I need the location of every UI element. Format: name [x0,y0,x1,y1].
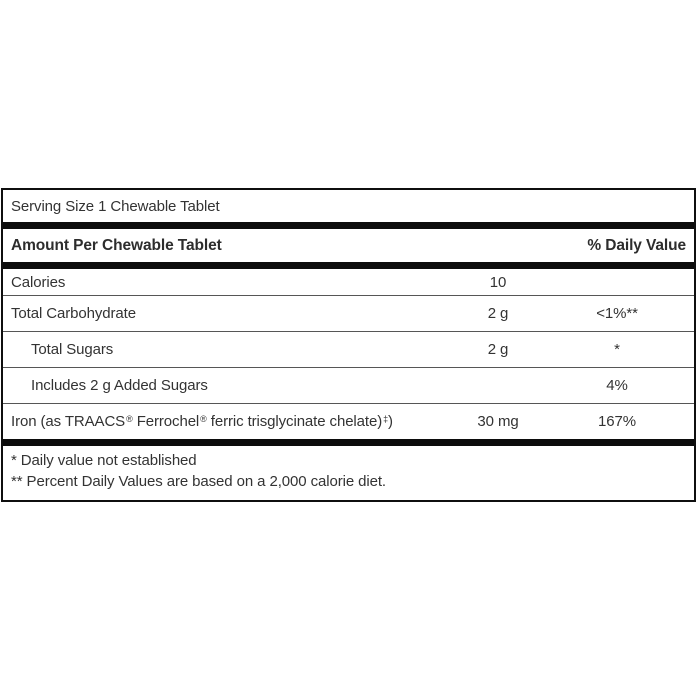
nutrient-row [3,368,694,404]
nutrient-amount: 2 g [487,305,509,322]
footnote-percent-dv: ** Percent Daily Values are based on a 2,000 calorie diet. [11,472,386,490]
nutrient-row [3,332,694,368]
nutrient-rows [3,269,694,439]
nutrient-name: Total Sugars [31,341,114,358]
nutrient-amount: 30 mg [477,413,519,430]
nutrient-amount: 2 g [487,341,509,358]
superscript-mark: ‡ [383,413,389,424]
nutrient-daily-value: 167% [598,413,636,430]
nutrient-daily-value: 4% [606,377,628,394]
nutrient-row [3,404,694,439]
heavy-divider-bottom [3,439,694,446]
nutrient-name: Includes 2 g Added Sugars [31,377,208,394]
nutrient-row [3,269,694,296]
nutrient-name: Calories [11,273,66,291]
footnotes [3,446,694,500]
supplement-facts-panel [1,188,696,502]
nutrient-daily-value: <1%** [596,305,638,322]
nutrient-name: Iron (as TRAACS® Ferrochel® ferric trisglycinate chelate)‡) [11,413,393,430]
nutrient-amount: 10 [489,273,507,291]
amount-per-header: Amount Per Chewable Tablet [11,236,222,254]
heavy-divider-top [3,222,694,229]
superscript-mark: ® [200,413,207,424]
serving-size-text: Serving Size 1 Chewable Tablet [11,197,220,215]
nutrient-name: Total Carbohydrate [11,305,136,322]
daily-value-header: % Daily Value [587,236,686,254]
footnote-daily-value: * Daily value not established [11,452,197,469]
nutrient-daily-value: * [614,341,620,358]
column-header-row [3,229,694,262]
heavy-divider-header [3,262,694,269]
superscript-mark: ® [126,413,133,424]
nutrient-row [3,296,694,332]
